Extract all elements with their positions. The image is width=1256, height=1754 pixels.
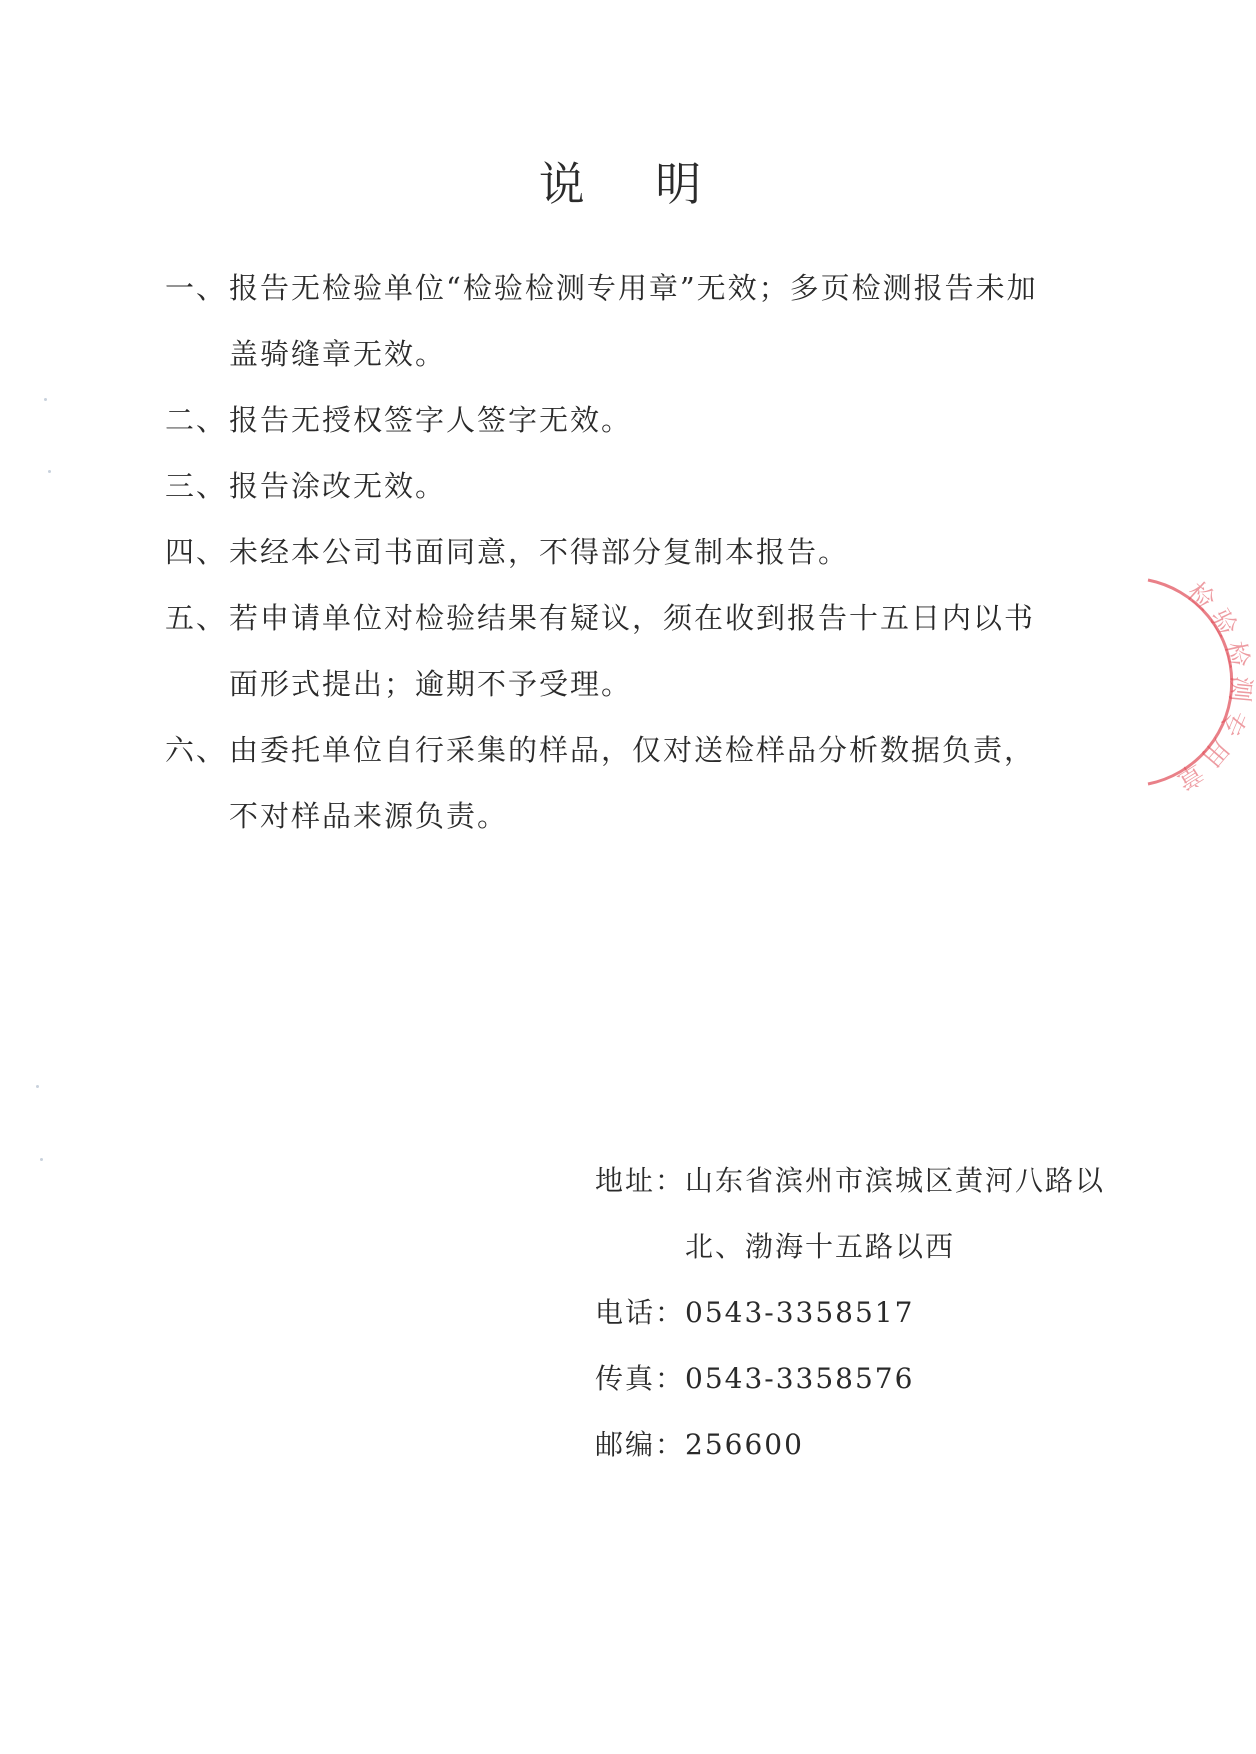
clause-number: 六、 bbox=[165, 733, 228, 767]
clause-number: 四、 bbox=[165, 535, 228, 569]
clause-item bbox=[165, 453, 1065, 519]
scan-speck bbox=[44, 398, 47, 401]
clause-number: 二、 bbox=[165, 403, 228, 437]
address-label: 地址： bbox=[595, 1164, 686, 1197]
clause-number: 一、 bbox=[165, 271, 228, 305]
seal-stamp bbox=[1088, 570, 1256, 794]
clause-text: 由委托单位自行采集的样品，仅对送检样品分析数据负责，不对样品来源负责。 bbox=[229, 733, 1036, 833]
clause-text: 报告无授权签字人签字无效。 bbox=[229, 403, 633, 437]
postcode-label: 邮编： bbox=[595, 1428, 686, 1461]
clause-item bbox=[165, 585, 1065, 717]
clause-number: 三、 bbox=[165, 469, 228, 503]
phone-row bbox=[595, 1280, 1155, 1346]
phone-value: 0543-3358517 bbox=[685, 1296, 915, 1329]
fax-value: 0543-3358576 bbox=[685, 1362, 915, 1395]
clause-text: 报告无检验单位“检验检测专用章”无效；多页检测报告未加盖骑缝章无效。 bbox=[229, 271, 1038, 371]
document-title: 说 明 bbox=[538, 157, 730, 211]
address-row bbox=[595, 1148, 1155, 1280]
clause-item bbox=[165, 519, 1065, 585]
clause-text: 未经本公司书面同意，不得部分复制本报告。 bbox=[229, 535, 850, 569]
postcode-row bbox=[595, 1412, 1155, 1478]
clause-item bbox=[165, 387, 1065, 453]
clause-text: 报告涂改无效。 bbox=[229, 469, 447, 503]
fax-label: 传真： bbox=[595, 1362, 686, 1395]
clause-list bbox=[165, 255, 1065, 849]
contact-block bbox=[595, 1148, 1155, 1478]
postcode-value: 256600 bbox=[685, 1428, 804, 1461]
clause-item bbox=[165, 717, 1065, 849]
scan-speck bbox=[40, 1158, 43, 1161]
clause-number: 五、 bbox=[165, 601, 228, 635]
clause-item bbox=[165, 255, 1065, 387]
clause-text: 若申请单位对检验结果有疑议，须在收到报告十五日内以书面形式提出；逾期不予受理。 bbox=[229, 601, 1036, 701]
phone-label: 电话： bbox=[595, 1296, 686, 1329]
scan-speck bbox=[36, 1085, 39, 1088]
scan-speck bbox=[48, 470, 51, 473]
fax-row bbox=[595, 1346, 1155, 1412]
svg-text:检验检测专用章: 检验检测专用章 bbox=[1165, 577, 1256, 794]
address-value: 山东省滨州市滨城区黄河八路以北、渤海十五路以西 bbox=[685, 1164, 1106, 1263]
